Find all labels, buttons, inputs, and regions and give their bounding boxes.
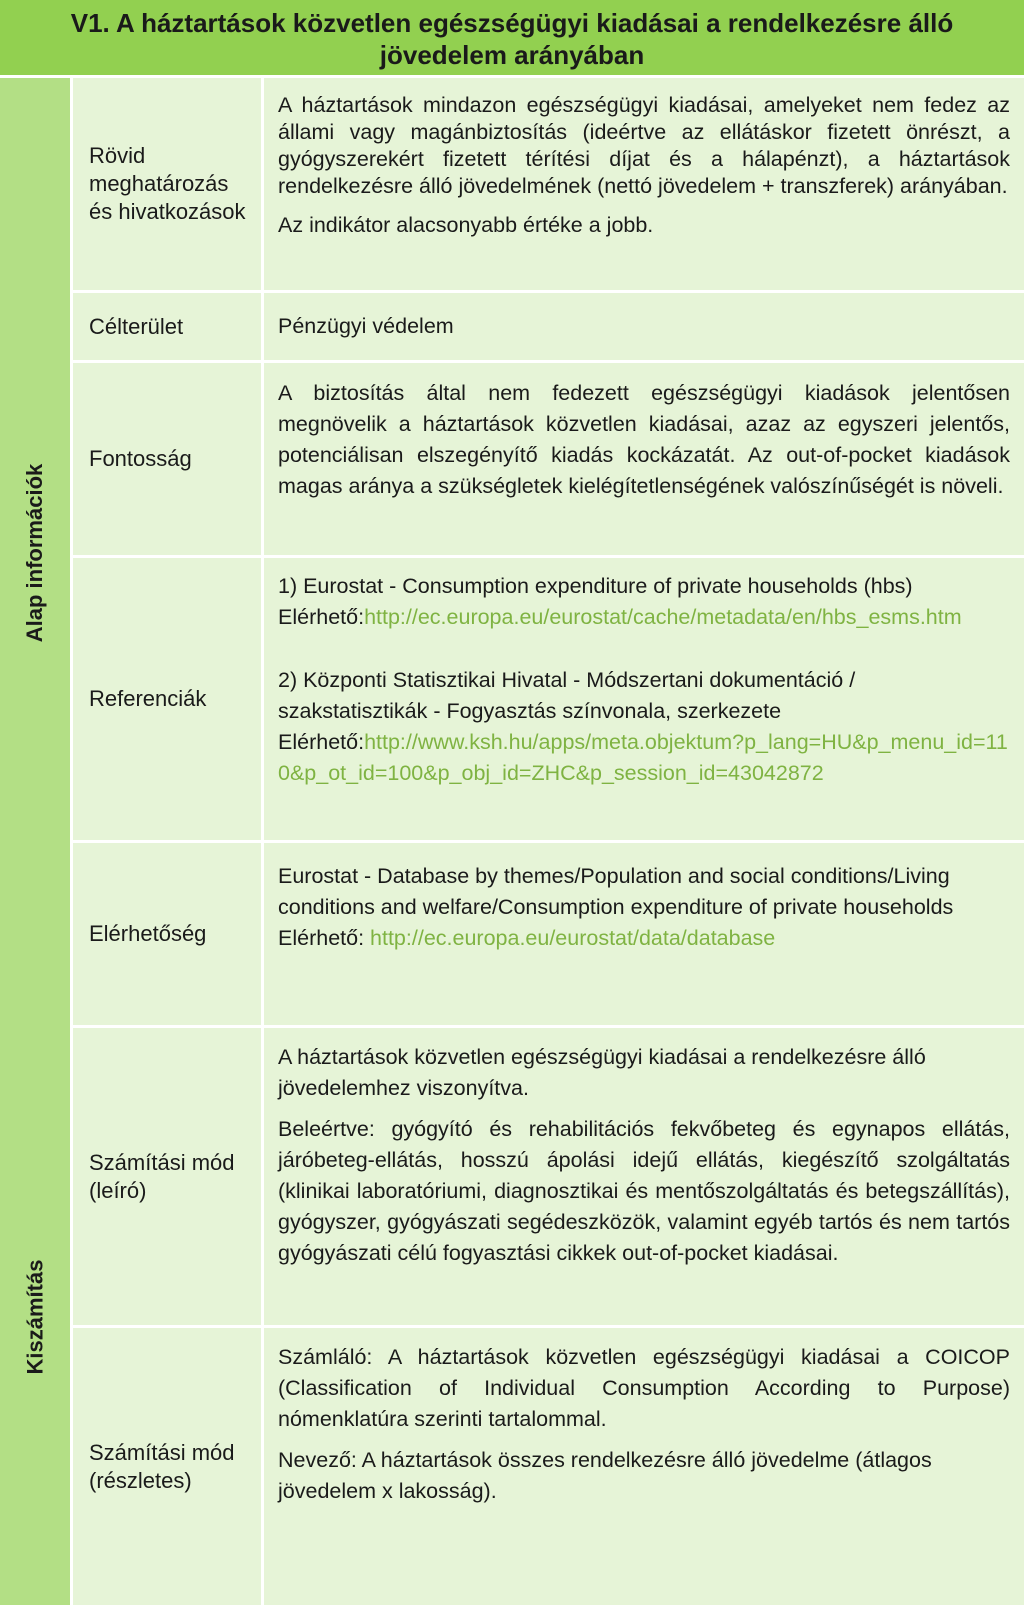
row-referenciak bbox=[73, 558, 1024, 843]
page-title: V1. A háztartások közvetlen egészségügyi kiadásai a rendelkezésre álló jövedelem arányában bbox=[0, 0, 1024, 78]
row-szamitasi-mod-reszletes bbox=[73, 1328, 1024, 1605]
reference-1 bbox=[278, 571, 1010, 633]
availability-prefix: Elérhető: bbox=[278, 926, 371, 950]
definition-text: A háztartások mindazon egészségügyi kiadásai, amelyeket nem fedez az állami vagy magánbiztosítás (ideértve az ellátáskor fizetett önrészt, a gyógyszerekért fizetett térítési díjat és a hálapénzt), a háztartások rendelkezésre álló jövedelmének (nettó jövedelem + transzferek) arányában. bbox=[278, 93, 1010, 198]
row-content bbox=[264, 843, 1024, 1025]
indicator-note: Az indikátor alacsonyabb értéke a jobb. bbox=[278, 213, 654, 237]
reference-1-prefix: Elérhető: bbox=[278, 605, 365, 629]
row-label: Referenciák bbox=[73, 558, 264, 840]
row-rovid-meghatarozas bbox=[73, 78, 1024, 293]
numerator-text: Számláló: A háztartások közvetlen egészségügyi kiadásai a COICOP (Classification of Individual Consumption According to Purpose) nómenklatúra szerinti tartalommal. bbox=[278, 1345, 1010, 1431]
reference-2 bbox=[278, 665, 1010, 789]
section-kiszamitas bbox=[0, 1028, 73, 1605]
calculation-summary: A háztartások közvetlen egészségügyi kiadásai a rendelkezésre álló jövedelemhez viszonyítva. bbox=[278, 1045, 926, 1100]
reference-1-link[interactable]: http://ec.europa.eu/eurostat/cache/metadata/en/hbs_esms.htm bbox=[364, 605, 962, 629]
reference-1-title: 1) Eurostat - Consumption expenditure of private households (hbs) bbox=[278, 574, 913, 598]
availability-text: Eurostat - Database by themes/Population and social conditions/Living conditions and welfare/Consumption expenditure of private households bbox=[278, 864, 954, 919]
row-celterulet bbox=[73, 293, 1024, 363]
availability-link[interactable]: http://ec.europa.eu/eurostat/data/database bbox=[370, 926, 776, 950]
denominator-text: Nevező: A háztartások összes rendelkezésre álló jövedelme (átlagos jövedelem x lakosság). bbox=[278, 1448, 932, 1503]
row-label: Számítási mód (leíró) bbox=[73, 1028, 264, 1325]
calculation-includes: Beleértve: gyógyító és rehabilitációs fekvőbeteg és egynapos ellátás, járóbeteg-ellátás, hosszú ápolási idejű ellátás, kiegészítő szolgáltatás (klinikai laboratóriumi, diagnosztikai és mentőszolgáltatás és betegszállítás), gyógyszer, gyógyászati segédeszközök, valamint egyéb tartós és nem tartós gyógyászati célú fogyasztási cikkek out-of-pocket kiadásai. bbox=[278, 1117, 1010, 1265]
row-szamitasi-mod-leiro bbox=[73, 1028, 1024, 1328]
row-elerhetoseg bbox=[73, 843, 1024, 1028]
row-content bbox=[264, 1328, 1024, 1605]
row-label: Célterület bbox=[73, 293, 264, 360]
target-area-text: Pénzügyi védelem bbox=[278, 314, 454, 338]
section-label-kiszamitas: Kiszámítás bbox=[22, 1259, 48, 1374]
row-label: Számítási mód (részletes) bbox=[73, 1328, 264, 1605]
row-content bbox=[264, 293, 1024, 360]
section-label-alap: Alap információk bbox=[22, 463, 48, 643]
row-label: Rövid meghatározás és hivatkozások bbox=[73, 78, 264, 290]
importance-text: A biztosítás által nem fedezett egészségügyi kiadások jelentősen megnövelik a háztartások közvetlen kiadásai, azaz az egyszeri jelentős, potenciálisan elszegényítő kiadás kockázatát. Az out-of-pocket kiadások magas aránya a szükségletek kielégítetlenségének valószínűségét is növeli. bbox=[278, 381, 1010, 498]
row-content bbox=[264, 558, 1024, 840]
reference-2-prefix: Elérhető: bbox=[278, 730, 365, 754]
row-label: Elérhetőség bbox=[73, 843, 264, 1025]
row-fontossag bbox=[73, 363, 1024, 558]
reference-2-title-line2: szakstatisztikák - Fogyasztás színvonala, szerkezete bbox=[278, 699, 782, 723]
row-content bbox=[264, 78, 1024, 290]
section-alap-informaciok bbox=[0, 78, 73, 1028]
row-content bbox=[264, 1028, 1024, 1325]
row-content bbox=[264, 363, 1024, 555]
row-label: Fontosság bbox=[73, 363, 264, 555]
reference-2-title-line1: 2) Központi Statisztikai Hivatal - Módszertani dokumentáció / bbox=[278, 668, 856, 692]
reference-2-link[interactable]: http://www.ksh.hu/apps/meta.objektum?p_lang=HU&p_menu_id=110&p_ot_id=100&p_obj_id=ZHC&p_session_id=43042872 bbox=[278, 730, 1008, 785]
